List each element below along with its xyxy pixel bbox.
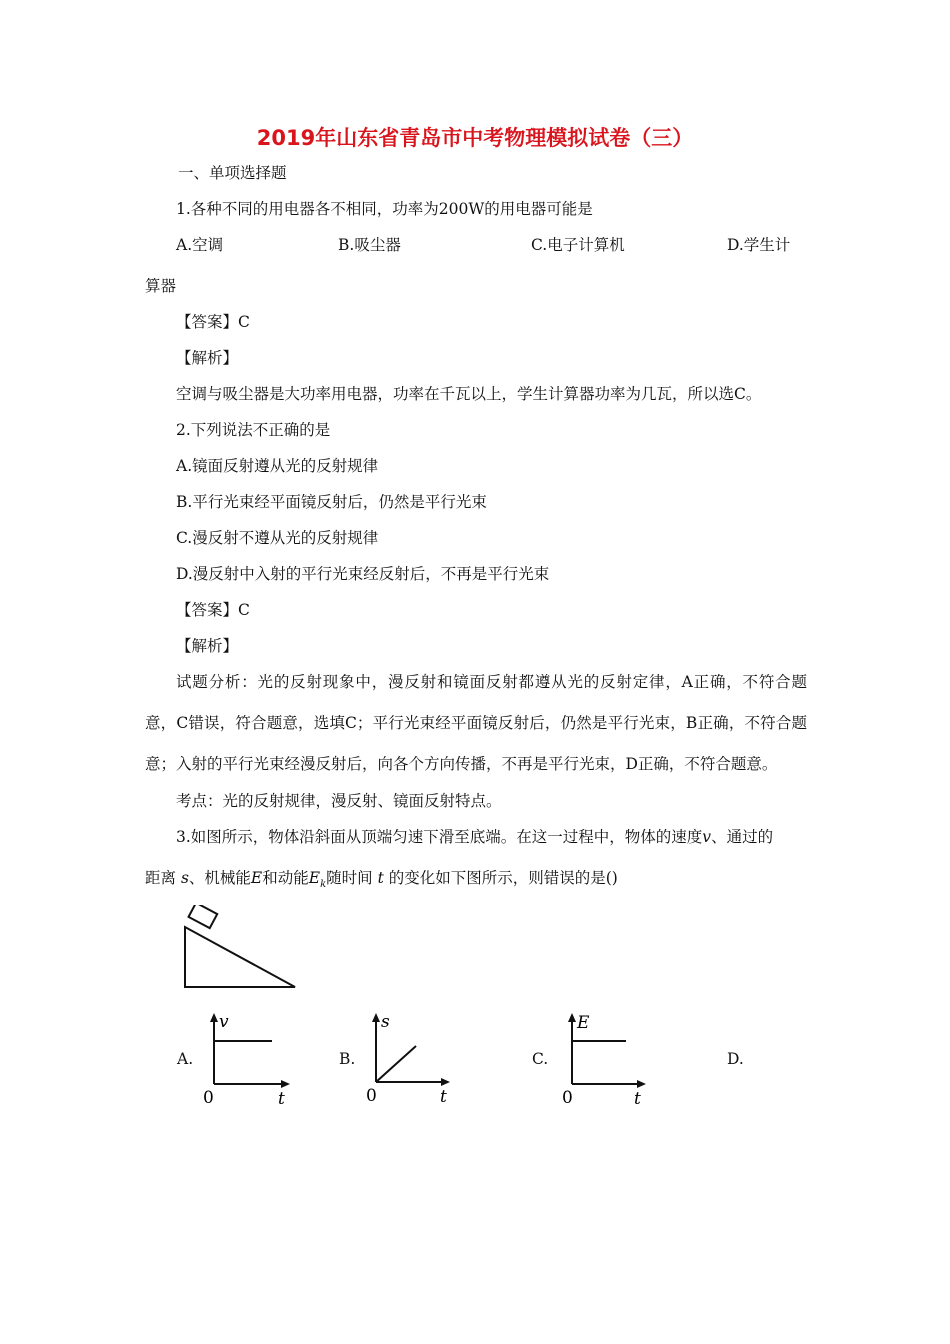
- graph-b-ylabel: s: [381, 1012, 390, 1032]
- q3-stem-g: 的变化如下图所示，则错误的是(): [383, 869, 618, 887]
- q2-analysis: 试题分析：光的反射现象中，漫反射和镜面反射都遵从光的反射定律，A正确，不符合题意，C错误，符合题意，选填C；平行光束经平面镜反射后，仍然是平行光束，B正确，不符合题意；入射的平行光束经漫反射后，向各个方向传播，不再是平行光束，D正确，不符合题意。: [145, 673, 807, 773]
- graph-b-y-arrow: [372, 1013, 380, 1022]
- graph-c-y-arrow: [568, 1013, 576, 1022]
- graph-c: [554, 1010, 654, 1105]
- graph-a-xlabel: t: [278, 1089, 285, 1105]
- q1-option-d: D.学生计: [727, 236, 791, 254]
- incline-block: [189, 905, 218, 928]
- graph-c-x-arrow: [637, 1080, 646, 1088]
- q1-analysis: 空调与吸尘器是大功率用电器，功率在千瓦以上，学生计算器功率为几瓦，所以选C。: [176, 385, 762, 403]
- q2-option-c: C.漫反射不遵从光的反射规律: [176, 529, 379, 547]
- graph-a-origin: 0: [203, 1088, 214, 1105]
- q2-analysis-label: 【解析】: [176, 637, 239, 655]
- graph-c-xlabel: t: [634, 1089, 641, 1105]
- graph-c-origin: 0: [562, 1088, 573, 1105]
- section-heading: 一、单项选择题: [178, 164, 287, 182]
- incline-figure: [175, 905, 305, 995]
- q3-stem-d: 、机械能: [188, 869, 251, 887]
- q3-stem-b: 、通过的: [711, 828, 774, 846]
- graph-a-x-arrow: [281, 1080, 290, 1088]
- q3-stem-e: 和动能: [262, 869, 309, 887]
- q2-stem: 2.下列说法不正确的是: [176, 421, 331, 439]
- graph-c-ylabel: E: [577, 1013, 590, 1033]
- graph-a: [198, 1010, 298, 1105]
- q1-analysis-label: 【解析】: [176, 349, 239, 367]
- q3-var-Ek-sub: k: [320, 879, 327, 891]
- q2-option-b: B.平行光束经平面镜反射后，仍然是平行光束: [176, 493, 487, 511]
- graph-b-origin: 0: [366, 1086, 377, 1105]
- q1-option-b: B.吸尘器: [338, 236, 401, 254]
- q3-option-a: A.: [177, 1050, 194, 1068]
- q2-kaodian: 考点：光的反射规律，漫反射、镜面反射特点。: [176, 792, 502, 810]
- q3-option-d: D.: [727, 1050, 744, 1068]
- q3-stem-line2: [145, 866, 618, 897]
- graph-b-x-arrow: [441, 1078, 450, 1086]
- page-title: 2019年山东省青岛市中考物理模拟试卷（三）: [256, 126, 694, 150]
- q1-option-a: A.空调: [176, 236, 224, 254]
- q3-stem-c: 距离: [145, 869, 181, 887]
- q1-answer: 【答案】C: [176, 313, 250, 331]
- incline-triangle: [185, 927, 295, 987]
- q2-option-d: D.漫反射中入射的平行光束经反射后，不再是平行光束: [176, 565, 550, 583]
- q2-answer: 【答案】C: [176, 601, 250, 619]
- q3-option-b: B.: [339, 1050, 356, 1068]
- q3-var-E: E: [250, 869, 263, 887]
- q1-stem: 1.各种不同的用电器各不相同，功率为200W的用电器可能是: [176, 200, 593, 218]
- q3-stem-line1: [176, 825, 773, 849]
- q3-var-s: s: [180, 869, 189, 887]
- q3-option-c: C.: [532, 1050, 549, 1068]
- q3-var-t: t: [377, 869, 384, 887]
- graph-a-ylabel: v: [219, 1012, 229, 1032]
- graph-b-xlabel: t: [440, 1087, 447, 1105]
- q3-var-Ek: E: [308, 869, 321, 887]
- q3-stem-a: 3.如图所示，物体沿斜面从顶端匀速下滑至底端。在这一过程中，物体的速度: [176, 828, 703, 846]
- graph-b-series-line: [376, 1046, 416, 1082]
- q3-var-v: v: [702, 828, 712, 846]
- q1-option-d-wrap: 算器: [145, 277, 177, 295]
- q3-stem-f: 随时间: [326, 869, 378, 887]
- graph-b: [360, 1010, 460, 1105]
- q1-option-c: C.电子计算机: [531, 236, 625, 254]
- q2-option-a: A.镜面反射遵从光的反射规律: [176, 457, 379, 475]
- graph-a-y-arrow: [210, 1013, 218, 1022]
